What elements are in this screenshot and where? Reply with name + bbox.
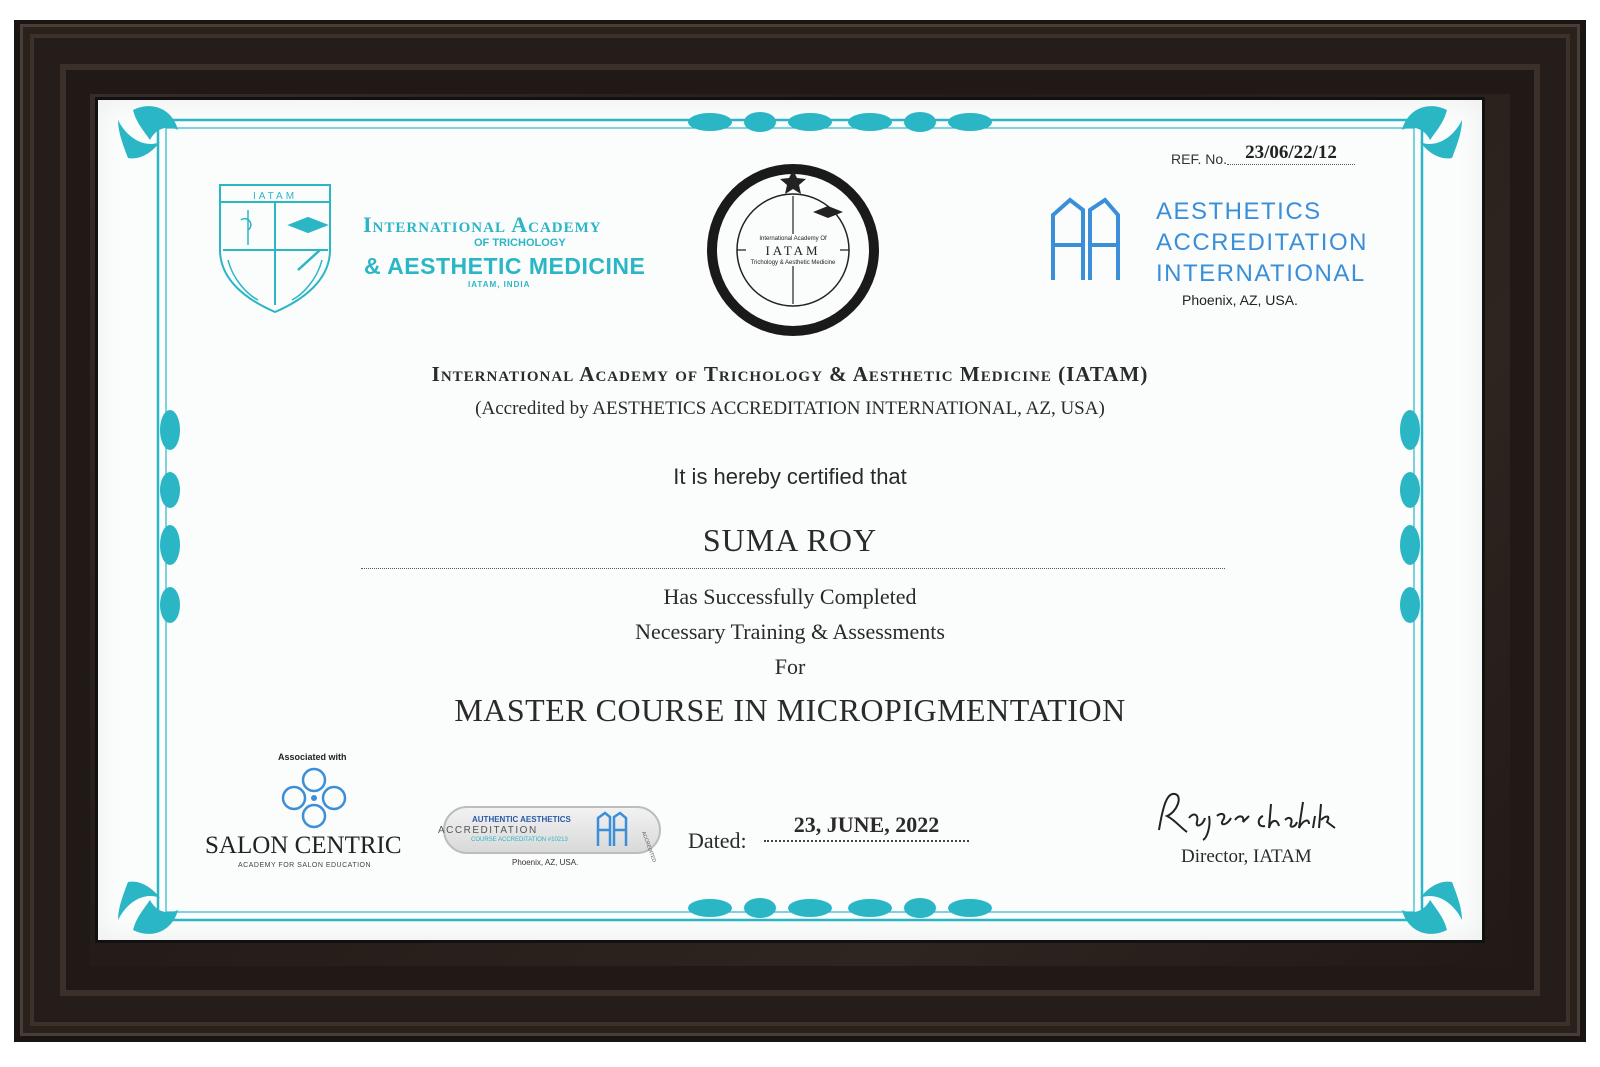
- completion-line3: For: [774, 654, 806, 679]
- director-signature: [1153, 786, 1353, 842]
- associated-name: SALON CENTRIC: [205, 832, 402, 859]
- badge-aa-icon: [594, 810, 657, 864]
- salon-centric-logo-icon: [280, 766, 348, 830]
- ref-value: 23/06/22/12: [1227, 142, 1355, 165]
- badge-line2: ACCREDITATION: [438, 825, 538, 836]
- completion-line1: Has Successfully Completed: [663, 584, 917, 609]
- seal-bottom-text: Trichology & Aesthetic Medicine: [750, 260, 836, 266]
- iatam-shield-icon: [220, 185, 330, 312]
- name-underline: [361, 568, 1225, 569]
- dated-value: 23, JUNE, 2022: [764, 812, 969, 842]
- accreditor-line3: INTERNATIONAL: [1156, 260, 1366, 287]
- associated-tagline: ACADEMY FOR SALON EDUCATION: [238, 862, 372, 869]
- course-name: MASTER COURSE IN MICROPIGMENTATION: [454, 692, 1126, 728]
- accreditor-line2: ACCREDITATION: [1156, 229, 1368, 256]
- certificate-title: International Academy of Trichology & Aesthetic Medicine (IATAM): [431, 362, 1149, 386]
- issuer-name-line3: & AESTHETIC MEDICINE: [364, 253, 646, 279]
- director-label: Director, IATAM: [1181, 846, 1312, 867]
- aai-logo-icon: [1053, 200, 1118, 280]
- certified-text: It is hereby certified that: [673, 464, 907, 489]
- badge-location: Phoenix, AZ, USA.: [512, 858, 579, 867]
- shield-text: IATAM: [252, 191, 298, 202]
- seal-center-text: IATAM: [765, 243, 821, 258]
- accreditor-line1: AESTHETICS: [1156, 198, 1322, 225]
- ref-label: REF. No.: [1171, 151, 1228, 167]
- badge-side-text: ACCREDITED: [640, 830, 657, 864]
- certificate-paper: [98, 100, 1482, 940]
- associated-label: Associated with: [278, 752, 347, 762]
- completion-line2: Necessary Training & Assessments: [635, 619, 945, 644]
- dated-label: Dated:: [688, 828, 747, 853]
- seal-top-text: International Academy Of: [759, 236, 827, 242]
- badge-line3: COURSE ACCREDITATION #10213: [471, 837, 568, 843]
- badge-line1: AUTHENTIC AESTHETICS: [472, 815, 571, 824]
- issuer-name-line2: OF TRICHOLOGY: [474, 237, 566, 249]
- recipient-name: SUMA ROY: [702, 522, 878, 558]
- accreditor-location: Phoenix, AZ, USA.: [1182, 292, 1298, 308]
- certificate-subtitle: (Accredited by AESTHETICS ACCREDITATION INTERNATIONAL, AZ, USA): [475, 398, 1105, 419]
- ref-number: [1171, 142, 1355, 171]
- issuer-name-line1: International Academy: [363, 212, 602, 237]
- issuer-name-line4: IATAM, INDIA: [468, 280, 531, 289]
